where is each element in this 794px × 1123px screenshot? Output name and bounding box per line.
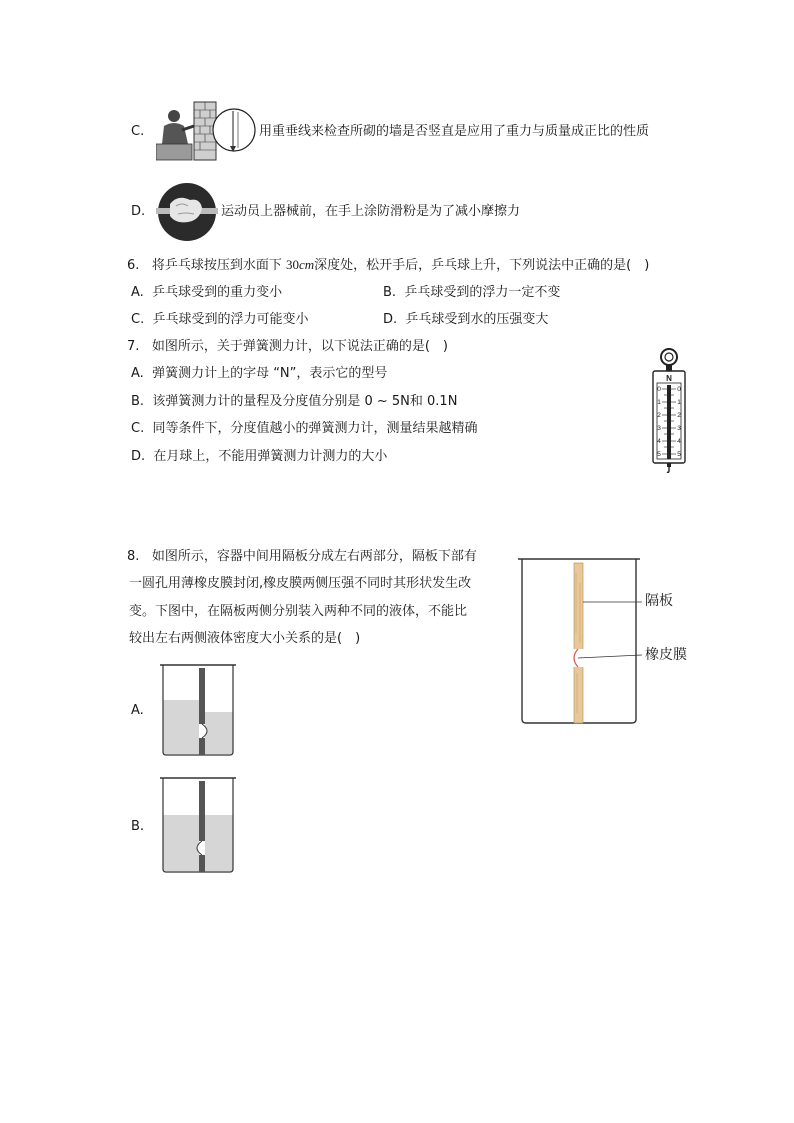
q7-option-a-text: 弹簧测力计上的字母 “N”，表示它的型号 <box>152 366 388 381</box>
scale-left-2: 2 <box>657 412 661 419</box>
q6-option-a <box>131 283 282 303</box>
spring-scale-unit-label: N <box>666 374 672 383</box>
q5-option-d-letter: D. <box>131 204 146 219</box>
q7-option-c <box>131 419 478 439</box>
gymnast-hands-image <box>156 182 218 242</box>
q6-unit: cm <box>298 257 315 272</box>
q7-number: 7. <box>127 339 140 354</box>
q7-option-c-text: 同等条件下，分度值越小的弹簧测力计，测量结果越精确 <box>152 421 478 436</box>
q6-stem-part1: 将乒乓球按压到水面下 <box>151 258 282 273</box>
q5-option-c-letter: C. <box>131 124 145 139</box>
q8-stem-line-1 <box>127 547 477 567</box>
q8-option-a-figure <box>158 662 240 758</box>
scale-right-0: 0 <box>677 386 681 393</box>
scale-left-4: 4 <box>657 438 661 445</box>
q7-option-b-text: 该弹簧测力计的量程及分度值分别是 0 ~ 5N和 0.1N <box>152 394 458 409</box>
spring-scale-figure <box>647 347 691 473</box>
q7-option-d-text: 在月球上，不能用弹簧测力计测力的大小 <box>153 449 388 464</box>
q5-option-c-text: 用重垂线来检查所砌的墙是否竖直是应用了重力与质量成正比的性质 <box>259 124 650 139</box>
q6-option-d-text: 乒乓球受到水的压强变大 <box>405 312 549 327</box>
q8-option-b-letter: B. <box>131 819 145 834</box>
q7-stem-text: 如图所示，关于弹簧测力计，以下说法正确的是( ) <box>151 339 448 354</box>
q7-option-d <box>131 447 387 467</box>
q8-option-a-letter: A. <box>131 703 144 718</box>
q6-option-a-letter: A. <box>131 285 144 300</box>
q6-stem-part2: 深度处，松开手后，乒乓球上升，下列说法中正确的是( ) <box>314 258 650 273</box>
scale-left-3: 3 <box>657 425 661 432</box>
q6-option-b-text: 乒乓球受到的浮力一定不变 <box>404 285 561 300</box>
scale-left-5: 5 <box>657 451 661 458</box>
membrane-label: 橡皮膜 <box>645 647 687 663</box>
q6-option-c-text: 乒乓球受到的浮力可能变小 <box>152 312 309 327</box>
q6-option-d <box>383 310 548 330</box>
scale-left-1: 1 <box>657 399 661 406</box>
scale-right-3: 3 <box>677 425 681 432</box>
q7-option-a-letter: A. <box>131 366 144 381</box>
q6-option-a-text: 乒乓球受到的重力变小 <box>152 285 283 300</box>
scale-left-0: 0 <box>657 386 661 393</box>
q8-option-b-figure <box>158 775 240 877</box>
q6-option-b <box>383 283 560 303</box>
q6-option-c <box>131 310 309 330</box>
q6-stem <box>127 255 649 276</box>
partition-label: 隔板 <box>645 593 673 609</box>
q8-stem-line-1-text: 如图所示，容器中间用隔板分成左右两部分，隔板下部有 <box>151 549 477 564</box>
q7-option-b <box>131 392 457 412</box>
scale-right-1: 1 <box>677 399 681 406</box>
q6-option-b-letter: B. <box>383 285 397 300</box>
q8-number: 8. <box>127 549 140 564</box>
q6-option-c-letter: C. <box>131 312 145 327</box>
q6-quantity: 30 <box>285 257 299 272</box>
q6-number: 6. <box>127 258 140 273</box>
q7-option-c-letter: C. <box>131 421 145 436</box>
q7-option-d-letter: D. <box>131 449 146 464</box>
scale-right-4: 4 <box>677 438 681 445</box>
q8-container-figure <box>516 553 696 725</box>
scale-right-5: 5 <box>677 451 681 458</box>
q5-option-d-text: 运动员上器械前，在手上涂防滑粉是为了减小摩擦力 <box>221 204 521 219</box>
q6-option-d-letter: D. <box>383 312 398 327</box>
q7-option-b-letter: B. <box>131 394 145 409</box>
q7-option-a <box>131 364 387 384</box>
q7-stem <box>127 337 448 357</box>
q8-stem-line-2: 一圆孔用薄橡皮膜封闭,橡皮膜两侧压强不同时其形状发生改 <box>129 576 472 591</box>
scale-right-2: 2 <box>677 412 681 419</box>
bricklayer-image <box>156 96 256 164</box>
q8-stem-line-4: 较出左右两侧液体密度大小关系的是( ) <box>129 631 361 646</box>
q8-stem-line-3: 变。下图中，在隔板两侧分别装入两种不同的液体，不能比 <box>129 604 468 619</box>
